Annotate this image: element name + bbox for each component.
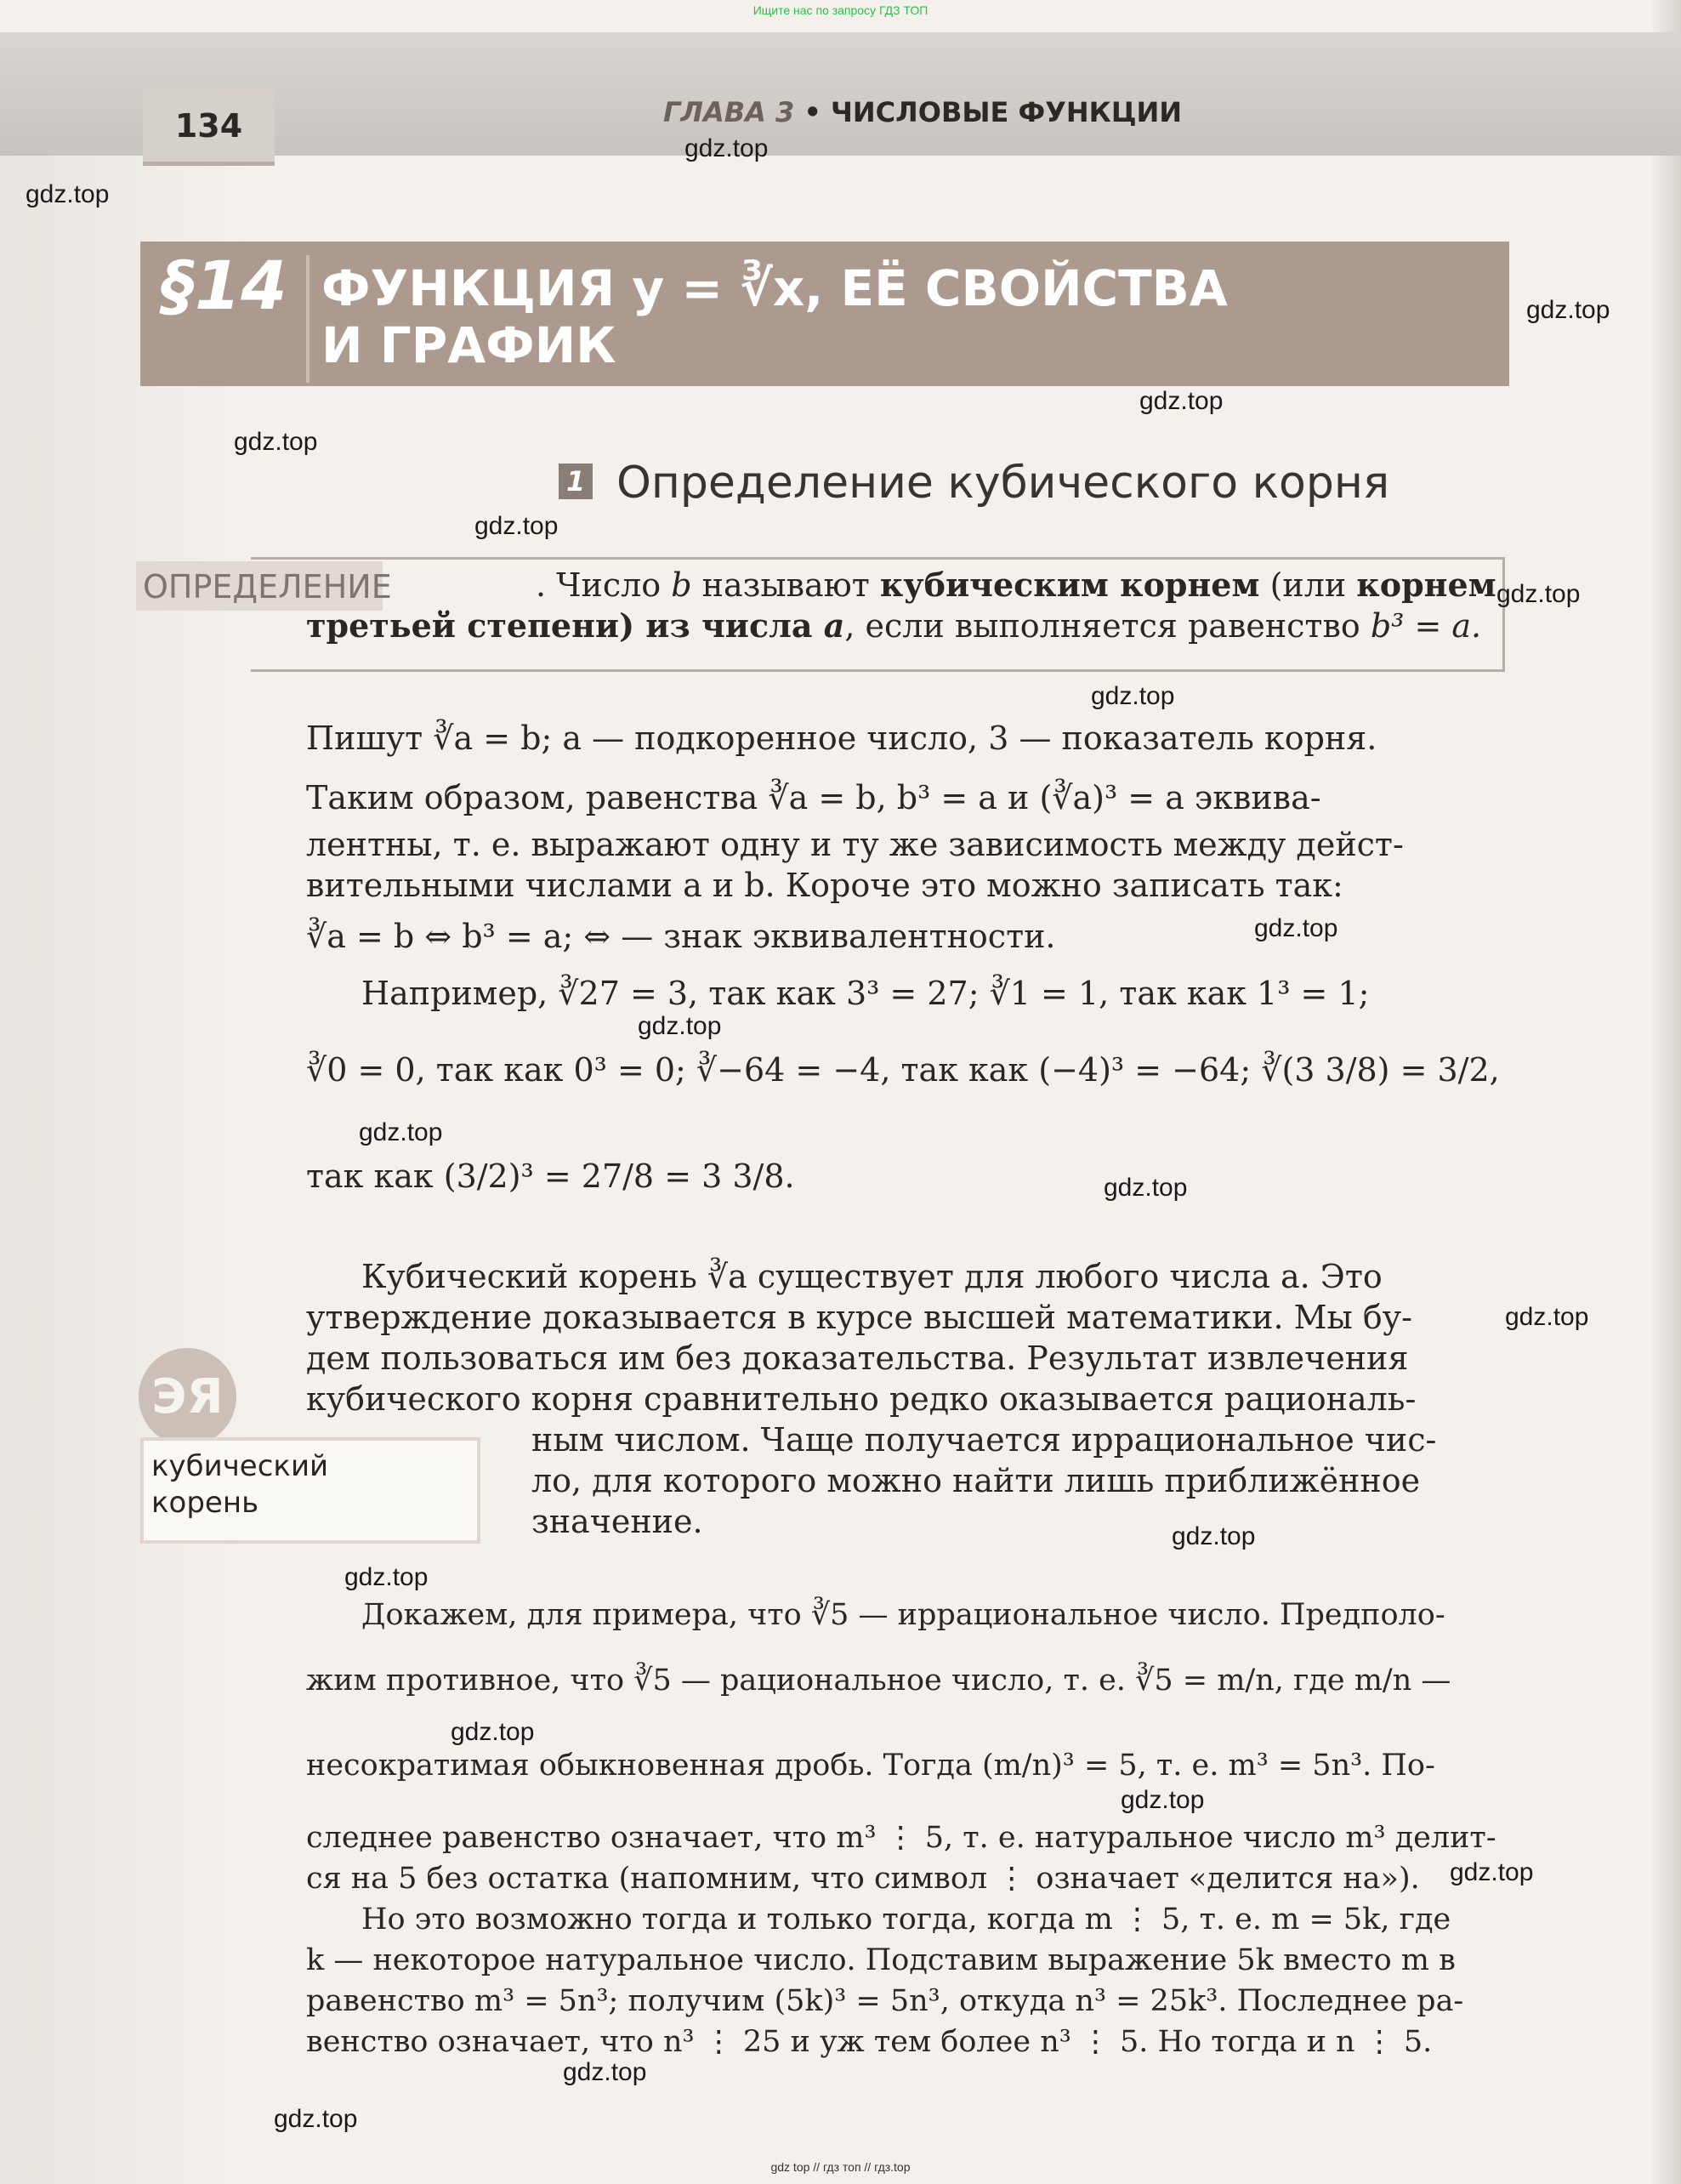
definition-label: ОПРЕДЕЛЕНИЕ — [143, 568, 392, 606]
def-term: третьей степени) из числа — [306, 606, 824, 645]
para-line: Пишут ∛a = b; a — подкоренное число, 3 — показатель корня. — [306, 719, 1377, 757]
para-line: жим противное, что ∛5 — рациональное число, т. е. ∛5 = m/n, где m/n — — [306, 1664, 1451, 1698]
chapter-name: ЧИСЛОВЫЕ ФУНКЦИИ — [831, 96, 1183, 128]
para-line: Но это возможно тогда и только тогда, когда m ⋮ 5, т. е. m = 5k, где — [361, 1902, 1451, 1937]
subsection-number: 1 — [559, 464, 593, 499]
para-line: дем пользоваться им без доказательства. Результат извлечения — [306, 1339, 1409, 1377]
watermark: gdz.top — [344, 1563, 429, 1591]
bottom-notice: gdz top // гдз топ // гдз.top — [770, 2160, 911, 2174]
para-line: ло, для которого можно найти лишь приближённое — [531, 1462, 1421, 1499]
def-var: a — [823, 606, 845, 645]
para-line: утверждение доказывается в курсе высшей математики. Мы бу- — [306, 1299, 1412, 1336]
watermark: gdz.top — [451, 1718, 535, 1746]
para-line: Например, ∛27 = 3, так как 3³ = 27; ∛1 = 1, так как 1³ = 1; — [361, 975, 1370, 1012]
watermark: gdz.top — [1104, 1174, 1188, 1202]
section-title-line1: ФУНКЦИЯ y = ∛x, ЕЁ СВОЙСТВА — [321, 259, 1228, 317]
subsection-title: Определение кубического корня — [616, 458, 1390, 509]
para-line: равенство m³ = 5n³; получим (5k)³ = 5n³, откуда n³ = 25k³. Последнее ра- — [306, 1984, 1464, 2018]
definition-line1 — [536, 565, 1496, 606]
para-line: Докажем, для примера, что ∛5 — иррациональное число. Предполо- — [361, 1598, 1445, 1632]
def-var: b — [671, 566, 692, 604]
def-term: корнем — [1356, 566, 1496, 604]
watermark: gdz.top — [1496, 580, 1581, 608]
watermark: gdz.top — [234, 428, 318, 456]
para-line: кубического корня сравнительно редко оказывается рациональ- — [306, 1380, 1417, 1418]
term-line: корень — [151, 1485, 259, 1520]
para-line: Кубический корень ∛a существует для любого числа a. Это — [361, 1258, 1383, 1295]
watermark: gdz.top — [563, 2058, 647, 2086]
para-line: ся на 5 без остатка (напомним, что символ ⋮ означает «делится на»). — [306, 1862, 1420, 1896]
para-line: так как (3/2)³ = 27/8 = 3 3/8. — [306, 1157, 795, 1195]
para-line: k — некоторое натуральное число. Подставим выражение 5k вместо m в — [306, 1943, 1456, 1977]
watermark: gdz.top — [1172, 1522, 1256, 1550]
chapter-label: ГЛАВА 3 — [663, 96, 795, 128]
sidebar-key-icon: ЭЯ — [139, 1348, 236, 1446]
section-number: §14 — [162, 248, 287, 325]
watermark: gdz.top — [1139, 387, 1224, 415]
chapter-bullet: • — [804, 96, 821, 128]
def-text: (или — [1259, 566, 1357, 604]
page-number: 134 — [143, 89, 275, 166]
watermark: gdz.top — [1450, 1858, 1534, 1886]
watermark: gdz.top — [638, 1012, 722, 1040]
watermark: gdz.top — [474, 512, 559, 540]
term-line: кубический — [151, 1449, 329, 1483]
term-text — [151, 1448, 328, 1521]
def-term: кубическим корнем — [879, 566, 1260, 604]
watermark: gdz.top — [1526, 296, 1610, 324]
para-line: венство означает, что n³ ⋮ 25 и уж тем более n³ ⋮ 5. Но тогда и n ⋮ 5. — [306, 2025, 1433, 2059]
watermark: gdz.top — [26, 180, 110, 208]
watermark: gdz.top — [274, 2105, 358, 2133]
para-line: следнее равенство означает, что m³ ⋮ 5, т. е. натуральное число m³ делит- — [306, 1821, 1496, 1855]
watermark: gdz.top — [1121, 1786, 1205, 1814]
definition-line2 — [306, 606, 1481, 647]
def-text: . Число — [536, 566, 672, 604]
chapter-title — [663, 96, 1182, 128]
page-edge-shade — [1650, 0, 1681, 2184]
watermark: gdz.top — [684, 134, 769, 162]
para-line: несократимая обыкновенная дробь. Тогда (m/n)³ = 5, т. е. m³ = 5n³. По- — [306, 1749, 1435, 1783]
watermark: gdz.top — [1091, 682, 1175, 710]
para-line: Таким образом, равенства ∛a = b, b³ = a и (∛a)³ = a эквива- — [306, 779, 1321, 816]
watermark: gdz.top — [1505, 1303, 1589, 1331]
page-gutter-shade — [0, 153, 255, 2184]
def-formula: b³ = a. — [1370, 607, 1482, 645]
def-text: называют — [691, 566, 880, 604]
def-text: , если выполняется равенство — [844, 607, 1371, 645]
section-divider — [306, 255, 310, 383]
para-line: ∛0 = 0, так как 0³ = 0; ∛−64 = −4, так как (−4)³ = −64; ∛(3 3/8) = 3/2, — [306, 1051, 1500, 1089]
section-title-line2: И ГРАФИК — [321, 316, 616, 374]
para-line: ным числом. Чаще получается иррациональное чис- — [531, 1421, 1437, 1459]
para-line: ∛a = b ⇔ b³ = a; ⇔ — знак эквивалентности. — [306, 918, 1056, 955]
para-line: значение. — [531, 1503, 703, 1540]
para-line: вительными числами a и b. Короче это можно записать так: — [306, 867, 1343, 904]
watermark: gdz.top — [359, 1118, 443, 1146]
para-line: лентны, т. е. выражают одну и ту же зависимость между дейст- — [306, 826, 1404, 863]
top-notice: Ищите нас по запросу ГДЗ ТОП — [752, 3, 929, 17]
watermark: gdz.top — [1254, 914, 1338, 942]
